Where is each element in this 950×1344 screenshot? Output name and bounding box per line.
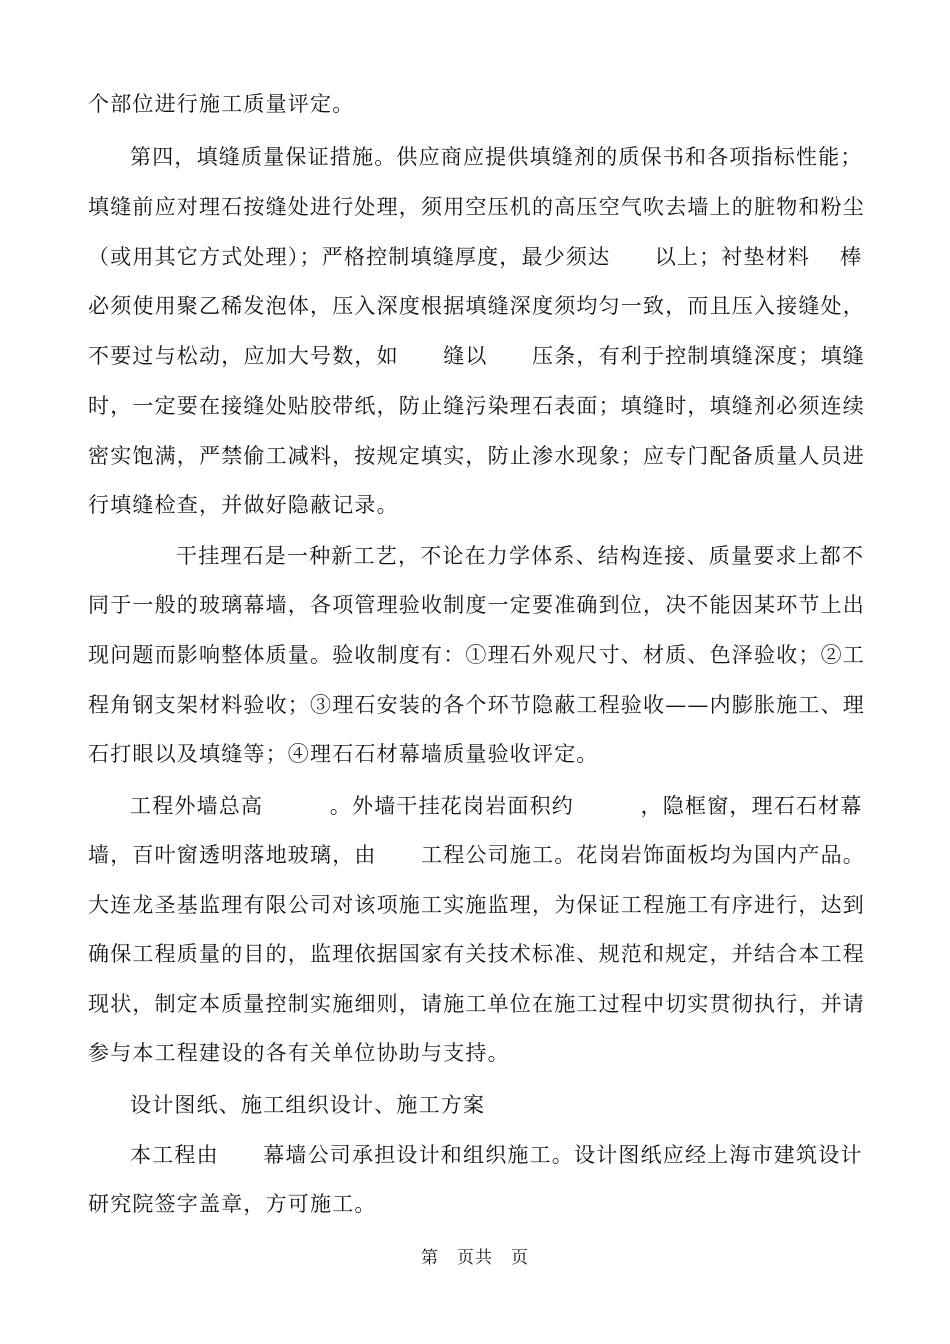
text-line: 密实饱满，严禁偷工减料，按规定填实，防止渗水现象；应专门配备质量人员进 bbox=[88, 444, 865, 468]
text-line: （或用其它方式处理）；严格控制填缝厚度，最少须达 以上；衬垫材料 棒 bbox=[88, 245, 863, 269]
text-line: 确保工程质量的目的，监理依据国家有关技术标准、规范和规定，并结合本工程 bbox=[88, 942, 865, 966]
text-line: 填缝前应对理石按缝处进行处理，须用空压机的高压空气吹去墙上的脏物和粉尘 bbox=[88, 195, 865, 219]
paragraph-dry-hanging: 干挂理石是一种新工艺，不论在力学体系、结构连接、质量要求上都不 bbox=[176, 544, 865, 568]
text-line: 行填缝检查，并做好隐蔽记录。 bbox=[88, 493, 399, 517]
text-line: 同于一般的玻璃幕墙，各项管理验收制度一定要准确到位，决不能因某环节上出 bbox=[88, 593, 865, 617]
text-line: 不要过与松动，应加大号数，如 缝以 压条，有利于控制填缝深度；填缝 bbox=[88, 344, 865, 368]
text-line: 现状，制定本质量控制实施细则，请施工单位在施工过程中切实贯彻执行，并请 bbox=[88, 992, 865, 1016]
section-heading: 设计图纸、施工组织设计、施工方案 bbox=[130, 1093, 486, 1117]
text-line: 必须使用聚乙稀发泡体，压入深度根据填缝深度须均匀一致，而且压入接缝处， bbox=[88, 294, 865, 318]
text-line: 时，一定要在接缝处贴胶带纸，防止缝污染理石表面；填缝时，填缝剂必须连续 bbox=[88, 394, 865, 418]
text-line: 程角钢支架材料验收；③理石安装的各个环节隐蔽工程验收——内膨胀施工、理 bbox=[88, 693, 865, 717]
paragraph-design: 本工程由 幕墙公司承担设计和组织施工。设计图纸应经上海市建筑设计 bbox=[130, 1143, 863, 1167]
text-line: 现问题而影响整体质量。验收制度有：①理石外观尺寸、材质、色泽验收；②工 bbox=[88, 643, 865, 667]
text-line: 个部位进行施工质量评定。 bbox=[88, 92, 355, 116]
text-line: 研究院签字盖章，方可施工。 bbox=[88, 1192, 377, 1216]
text-line: 大连龙圣基监理有限公司对该项施工实施监理，为保证工程施工有序进行，达到 bbox=[88, 893, 865, 917]
text-line: 石打眼以及填缝等；④理石石材幕墙质量验收评定。 bbox=[88, 742, 599, 766]
page-footer: 第 页共 页 bbox=[421, 1248, 529, 1268]
text-line: 参与本工程建设的各有关单位协助与支持。 bbox=[88, 1041, 510, 1065]
paragraph-project-overview: 工程外墙总高 。外墙干挂花岗岩面积约 ，隐框窗，理石石材幕 bbox=[130, 794, 863, 818]
paragraph-fill-quality: 第四，填缝质量保证措施。供应商应提供填缝剂的质保书和各项指标性能； bbox=[130, 145, 863, 169]
text-line: 墙，百叶窗透明落地玻璃，由 工程公司施工。花岗岩饰面板均为国内产品。 bbox=[88, 843, 865, 867]
